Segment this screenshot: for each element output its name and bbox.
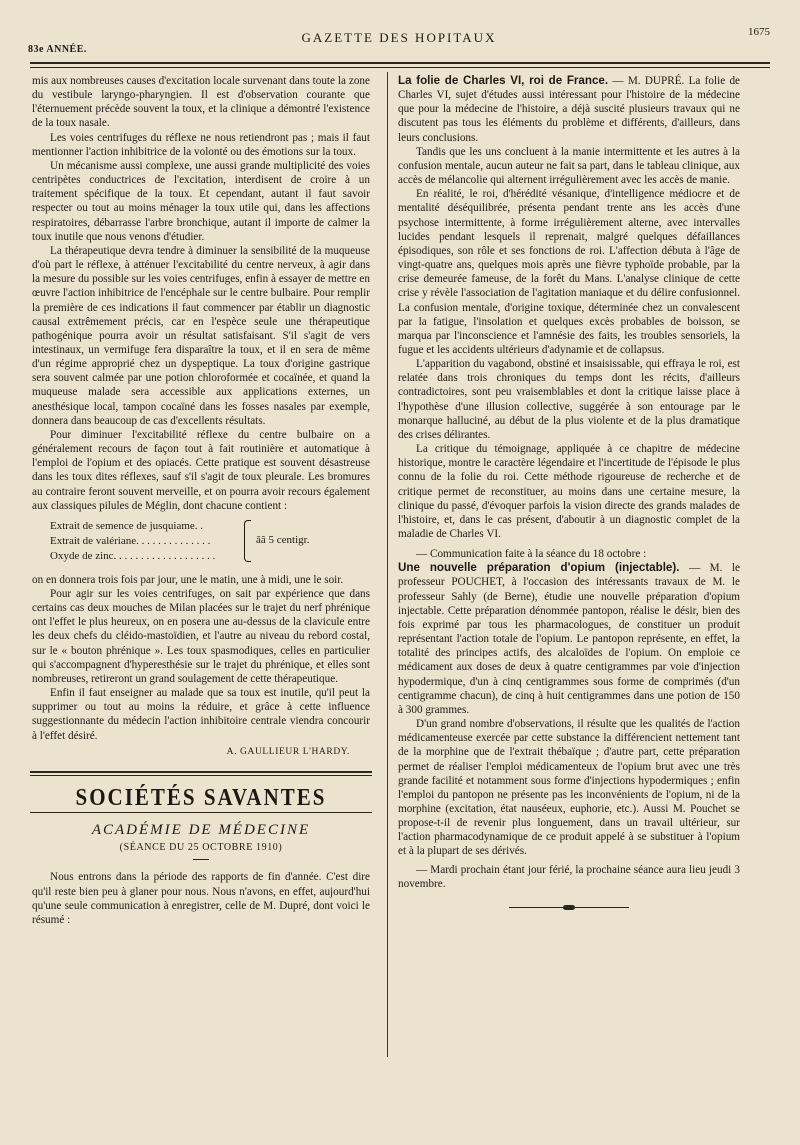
paragraph-text: — M. le professeur POUCHET, à l'occasion des intéressants travaux de M. le professeur Sahly (de Berne), étudie une nouvelle préparation d'opium injectable. Cette préparation dénommée pantopon, réalise le désir, bien des fois exprimé par tous les pharmacologues, de constituer un produit représentant l'action totale de l'opium. Le pantopon représente, en effet, la totalité des principes actifs, des alcaloïdes de l'opium. On emploie ce médicament aux doses de deux à quatre centigrammes par voie d'injection hypodermique, d'un à cinq centigrammes sous forme de comprimés (d'un centigramme chacun), de cinq à huit centigrammes dans une potion de 150 à 300 grammes.: [398, 562, 740, 716]
session-date: (SÉANCE DU 25 OCTOBRE 1910): [119, 842, 283, 854]
formula-item: Extrait de valériane. . . . . . . . . . . . . .: [50, 534, 211, 547]
brace-icon: [244, 520, 251, 562]
paragraph: — Mardi prochain étant jour férié, la prochaine séance aura lieu jeudi 3 novembre.: [398, 863, 740, 890]
year-label: 83e ANNÉE.: [28, 44, 87, 55]
paragraph: Nous entrons dans la période des rapports de fin d'année. C'est dire qu'il reste bien peu à glaner pour nous. Nous n'avons, en effet, aujourd'hui qu'une seule communication à enregistrer, celle de M. Dupré, dont voici le résumé :: [32, 871, 370, 926]
page-header: [28, 26, 770, 60]
paragraph: D'un grand nombre d'observations, il résulte que les qualités de l'action médicamenteuse exercée par cette substance la différencient nettement tant de la morphine que de l'extrait thébaïque ; d'autre part, cette préparation permet de réaliser l'emploi médicamenteux de l'opium brut avec une très grande facilité et notamment sous forme d'injections hypodermiques ; enfin l'emploi du pantopon ne présente pas les inconvénients de l'opium, ni de la morphine (excitation, état nauséeux, euphorie, etc.). Aussi M. Pouchet se propose-t-il de revenir plus longuement, dans un travail ultérieur, sur l'action pharmacodynamique de ce produit appelé à se substituer à l'opium et à la plupart de ses dérivés.: [398, 718, 740, 858]
article-paragraph: [398, 561, 740, 717]
formula-item: Extrait de semence de jusquiame. .: [50, 519, 204, 532]
article-heading: Une nouvelle préparation d'opium (injectable).: [398, 561, 680, 575]
page-number: 1675: [748, 26, 770, 38]
paragraph: L'apparition du vagabond, obstiné et insaisissable, qui effraya le roi, est relatée dans trois chroniques du temps dont les récits, d'ailleurs contradictoires, sont peu vraisemblables et dont la critique laisse place à l'hypothèse d'une illusion collective, suggérée à son entourage par le monarque halluciné, au début de la plus violente et de la plus dramatique des crises délirantes.: [398, 358, 740, 441]
section-title: SOCIÉTÉS SAVANTES: [75, 783, 327, 811]
right-column: [398, 74, 740, 911]
section-title-rule: [30, 812, 372, 813]
prescription-formula: [50, 519, 370, 565]
academy-heading: ACADÉMIE DE MÉDECINE: [91, 822, 311, 839]
paragraph: mis aux nombreuses causes d'excitation locale survenant dans toute la zone du vestibule laryngo-pharyngien. Il est d'observation courante que l'éternuement précède souvent la toux, et la clinique a démontré l'existence de la toux nasale.: [32, 75, 370, 130]
end-ornament: [509, 905, 629, 911]
paragraph: on en donnera trois fois par jour, une le matin, une à midi, une le soir.: [32, 573, 344, 586]
paragraph: En réalité, le roi, d'hérédité vésanique, d'intelligence médiocre et de mentalité déséquilibrée, présenta pendant trente ans les accès d'une psychose intermittente, à forme irrégulièrement alterne, avec intervalles lucides pendant lesquels il reprenait, malgré quelques défaillances épisodiques, son rôle et ses fonctions de roi. L'affection débuta à l'âge de vingt-quatre ans, quelques mois après une fièvre typhoïde probable, par la crise demeurée fameuse, de la forêt du Mans. L'analyse clinique de cette crise y révèle l'association de l'agitation maniaque et du délire confusionnel. La confusion mentale, d'origine toxique, déterminée chez un convalescent par la fatigue, l'insolation et quelques excès probables de boisson, se marqua par l'inconscience et l'amnésie des faits, les troubles sensoriels, la fugue et les accidents ultérieurs d'adynamie et de collapsus.: [398, 188, 740, 356]
section-rule-thin: [30, 775, 372, 776]
paragraph: Pour diminuer l'excitabilité réflexe du centre bulbaire on a généralement recours de façon tout à fait routinière et automatique à l'emploi de l'opium et des opiacés. Cette pratique est souvent désastreuse dans les toux dites réflexes, sauf s'il s'agit de toux pleurale. Les bromures au contraire feront souvent merveille, et on pourra avoir recours également aux classiques pilules de Méglin, dont chacune contient :: [32, 428, 370, 512]
journal-title: GAZETTE DES HOPITAUX: [301, 30, 497, 45]
paragraph: Un mécanisme aussi complexe, une aussi grande multiplicité des voies centripètes conductrices de l'excitation, interdisent de croire à un traitement spécifique de la toux. Et cependant, autant il faut savoir respecter ou tout au moins ménager la toux utile qui, dans les affections respiratoires, débarrasse l'arbre bronchique, autant il importe de calmer la toux inutile que nous venons d'étudier.: [32, 159, 370, 243]
paragraph: La thérapeutique devra tendre à diminuer la sensibilité de la muqueuse d'où part le réflexe, à atténuer l'excitabilité du centre nerveux, à agir dans la mesure du possible sur les voies centrifuges, enfin à essayer de mettre en œuvre l'action inhibitrice de l'encéphale sur le centre bulbaire. Pour remplir la première de ces indications il faut commencer par établir un diagnostic causal extrêmement précis, car en l'espèce seule une thérapeutique pathogénique pourra avoir un résultat satisfaisant. S'il s'agit de vers intestinaux, un vermifuge fera disparaître la toux, et il en sera de même d'un régime approprié chez un dyspeptique. La toux d'origine gastrique sera souvent calmée par une potion chloroformée et cocaïnée, et quand la muqueuse malade sera accessible aux applications externes, un anesthésique local, tampon cocaïné dans les fosses nasales par exemple, donnera dans beaucoup de cas d'excellents résultats.: [32, 244, 370, 427]
column-divider: [387, 72, 388, 1057]
divider: [193, 859, 209, 860]
paragraph: Pour agir sur les voies centrifuges, on sait par expérience que dans certains cas deux mouches de Milan placées sur le trajet du nerf phrénique ont l'effet le plus heureux, on en posera une au-dessus de la clavicule entre les deux chefs du cléido-mastoïdien, et l'autre au niveau du rebord costal, sur le « bouton phrénique ». Les toux spasmodiques, celles en particulier qui s'accompagnent d'hyperesthésie sur le trajet du phrénique, et elles sont nombreuses, retireront un grand soulagement de cette thérapeutique.: [32, 588, 370, 685]
formula-dose: ââ 5 centigr.: [256, 533, 310, 546]
header-rule: [30, 62, 770, 64]
article-paragraph: [398, 74, 740, 145]
left-column: [32, 74, 370, 927]
article-signature: A. GAULLIEUR L'HARDY.: [226, 746, 350, 757]
section-rule: [30, 771, 372, 773]
paragraph-text: — M. DUPRÉ. La folie de Charles VI, sujet d'études aussi intéressant pour l'histoire de la médecine que pour la médecine de l'histoire, a déjà suscité plusieurs travaux qui ne discutent pas tous les éléments du problème et différents, d'ailleurs, dans leurs conclusions.: [398, 75, 741, 144]
paragraph: — Communication faite à la séance du 18 octobre :: [416, 548, 647, 561]
header-rule-thin: [30, 67, 770, 68]
paragraph: Enfin il faut enseigner au malade que sa toux est inutile, qu'il peut la supprimer ou tout au moins la réduire, et grâce à cette influence suggestionnante du médecin l'action inhibitoire centrale viendra concourir à l'effet désiré.: [32, 687, 370, 742]
paragraph: La critique du témoignage, appliquée à ce chapitre de médecine historique, montre le caractère légendaire et l'incertitude de l'épisode le plus connu de la folie du roi. Cette méthode rigoureuse de recherche et de critique permet de reconstituer, au moins dans une certaine mesure, la clinique du passé, d'évoquer parfois la vision directe des grands malades de l'histoire, et, dans le cas présent, d'aboutir à un diagnostic complet de la maladie de Charles VI.: [398, 443, 740, 540]
paragraph: Les voies centrifuges du réflexe ne nous retiendront pas ; mais il faut mentionner l'action inhibitrice de la volonté ou des émotions sur la toux.: [32, 131, 370, 158]
paragraph: Tandis que les uns concluent à la manie intermittente et les autres à la confusion mentale, aucun auteur ne fait sa part, dans le tableau clinique, aux accès de mélancolie qui alternent irrégulièrement avec les accès de manie.: [398, 145, 740, 187]
article-heading: La folie de Charles VI, roi de France.: [398, 74, 609, 87]
formula-item: Oxyde de zinc. . . . . . . . . . . . . . . . . . .: [50, 549, 216, 562]
